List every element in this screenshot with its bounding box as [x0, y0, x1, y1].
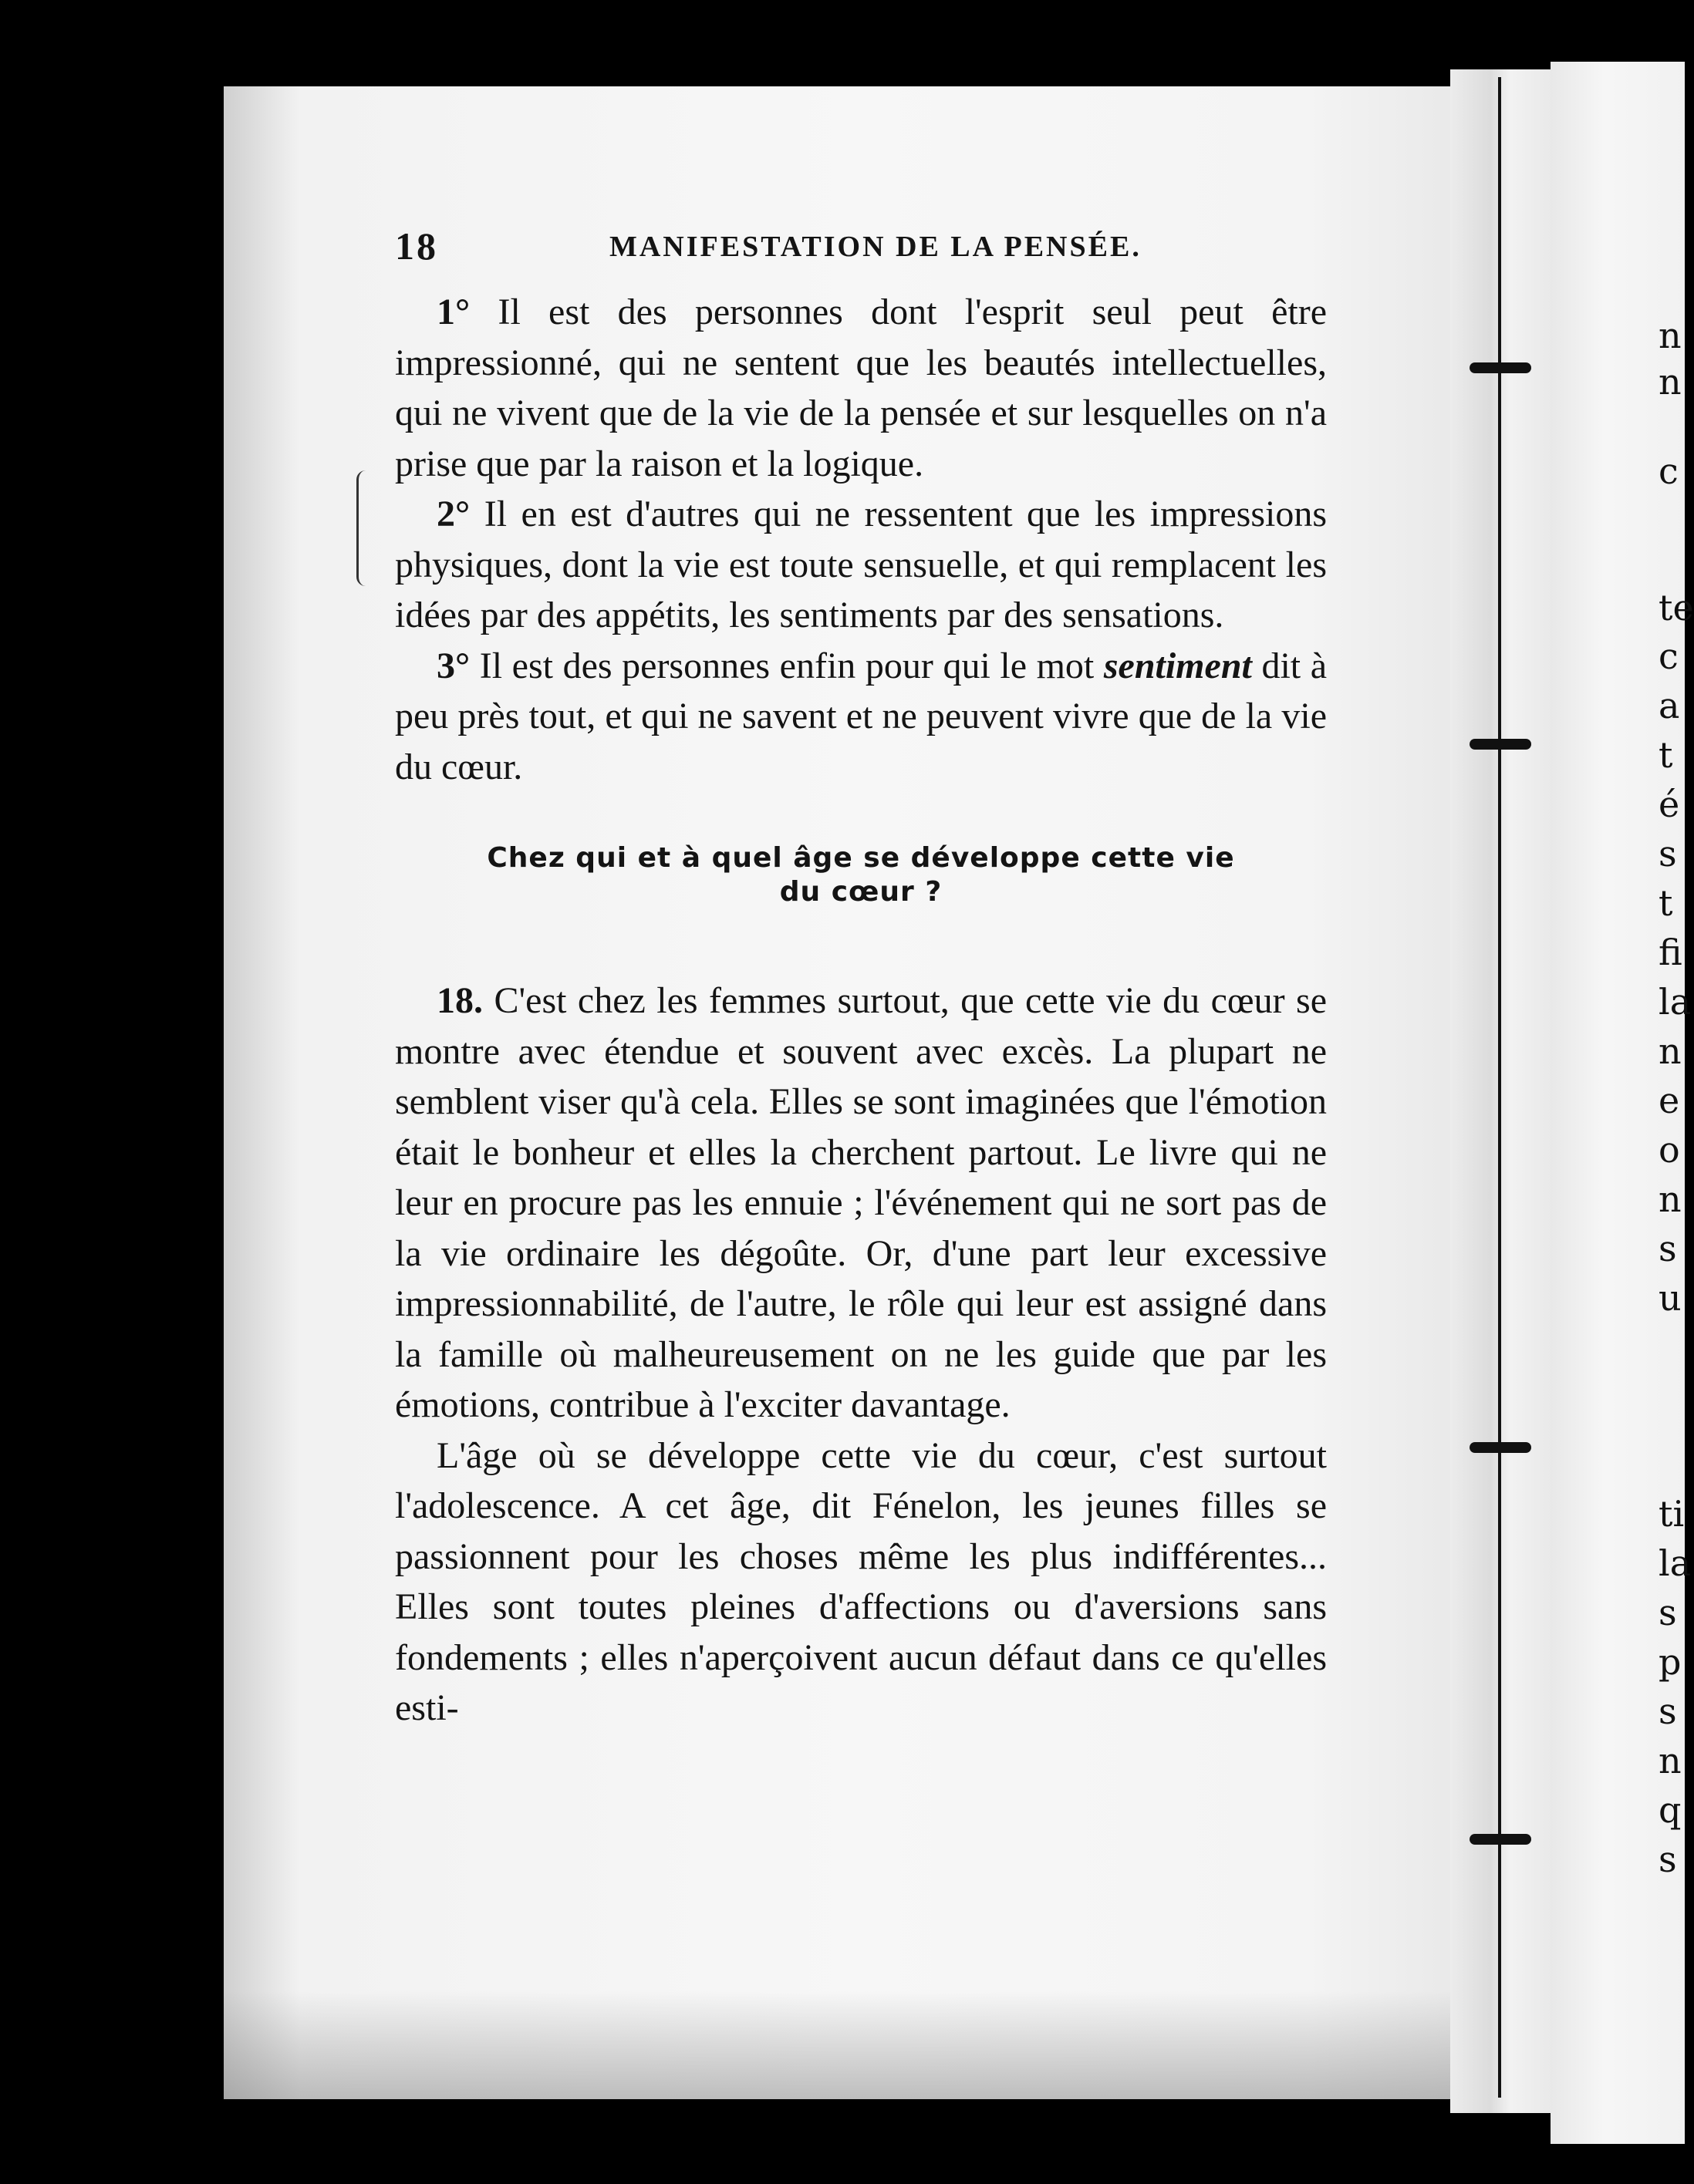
right-page-fragment: t	[1659, 734, 1673, 776]
right-page-fragment: fi	[1659, 932, 1682, 973]
binding-stitch	[1470, 1442, 1531, 1453]
running-title: MANIFESTATION DE LA PENSÉE.	[609, 231, 1142, 263]
right-page-fragment: s	[1659, 833, 1677, 875]
right-page-fragment: u	[1659, 1277, 1682, 1319]
right-page-fragment: t	[1659, 882, 1673, 924]
right-page-fragment: a	[1659, 685, 1680, 726]
numbered-paragraph	[395, 641, 1327, 793]
binding-thread	[1498, 77, 1501, 2098]
right-page-fragment: é	[1659, 784, 1680, 825]
paragraph-text: L'âge où se développe cette vie du cœur, c'est surtout l'adolescence. A cet âge, dit Fénelon, les jeunes filles se passionnent pour les choses même les plus indifférentes... Elles sont toutes pleines d'affections ou d'aversions sans fondements ; elles n'aperçoivent aucun défaut dans ce qu'elles esti-	[395, 1434, 1327, 1728]
emphasized-word: sentiment	[1103, 645, 1252, 686]
section-heading-line: du cœur ?	[779, 876, 943, 908]
paragraph-text-tail: dit à peu près tout, et qui ne savent et ne peuvent vivre que de la vie du cœur.	[395, 645, 1327, 787]
paragraph-text: C'est chez les femmes surtout, que cette vie du cœur se montre avec étendue et souvent avec excès. La plupart ne semblent viser qu'à cela. Elles se sont imaginées que l'émotion était le bonheur et elles la cherchent partout. Le livre qui ne leur en procure pas les ennuie ; l'événement qui ne sort pas de la vie ordinaire les dégoûte. Or, d'une part leur excessive impressionnabilité, de l'autre, le rôle qui leur est assigné dans la famille où malheureusement on ne les guide que par les émotions, contribue à l'exciter davantage.	[395, 980, 1328, 1425]
paragraph-number: 3°	[437, 645, 471, 686]
binding-stitch	[1470, 1834, 1531, 1845]
numbered-paragraph	[395, 976, 1327, 1431]
right-page-fragment: n	[1659, 1030, 1682, 1072]
right-page-fragment: c	[1659, 450, 1679, 492]
paragraph-text: Il est des personnes dont l'esprit seul peut être impressionné, qui ne sentent que les beautés intellectuelles, qui ne vivent que de la vie de la pensée et sur lesquelles on n'a prise que par la raison et la logique.	[395, 292, 1327, 484]
binding-stitch	[1470, 739, 1531, 750]
binding-stitch	[1470, 362, 1531, 373]
right-page-fragment: c	[1659, 635, 1679, 677]
right-page-fragment: s	[1659, 1592, 1677, 1633]
paragraph-text: Il en est d'autres qui ne ressentent que les impressions physiques, dont la vie est toute sensuelle, et qui remplacent les idées par des appétits, les sentiments par des sensations.	[395, 494, 1328, 635]
page-text	[395, 224, 1327, 1734]
section-heading	[395, 841, 1327, 909]
right-page-fragment: n	[1659, 361, 1682, 403]
right-page-fragment: la	[1659, 1542, 1692, 1584]
running-head	[395, 224, 1327, 270]
right-page-fragment: q	[1659, 1789, 1682, 1831]
paragraph-text-lead: Il est des personnes enfin pour qui le mot	[479, 645, 1104, 686]
margin-pencil-mark	[356, 470, 368, 586]
paragraph-number: 18.	[437, 980, 483, 1021]
right-page-fragment: o	[1659, 1129, 1680, 1171]
section-heading-line: Chez qui et à quel âge se développe cette vie	[487, 842, 1235, 874]
right-page-fragment: la	[1659, 981, 1692, 1023]
right-page-fragment: te	[1659, 587, 1694, 629]
numbered-paragraph	[395, 489, 1327, 641]
right-page-fragment: p	[1659, 1641, 1682, 1683]
right-page-fragment: ti	[1659, 1493, 1685, 1535]
page-number: 18	[395, 224, 438, 268]
right-page-fragment: e	[1659, 1080, 1680, 1121]
right-page-fragment: n	[1659, 1740, 1682, 1781]
paragraph-number: 1°	[437, 292, 471, 332]
right-page-fragment: n	[1659, 1178, 1682, 1220]
paragraph	[395, 1431, 1327, 1734]
numbered-paragraph	[395, 287, 1327, 489]
paragraph-number: 2°	[437, 494, 471, 534]
right-page-fragment: s	[1659, 1228, 1677, 1269]
right-page-fragment: s	[1659, 1690, 1677, 1732]
right-page-fragment: n	[1659, 315, 1682, 356]
right-page-fragment: s	[1659, 1839, 1677, 1880]
